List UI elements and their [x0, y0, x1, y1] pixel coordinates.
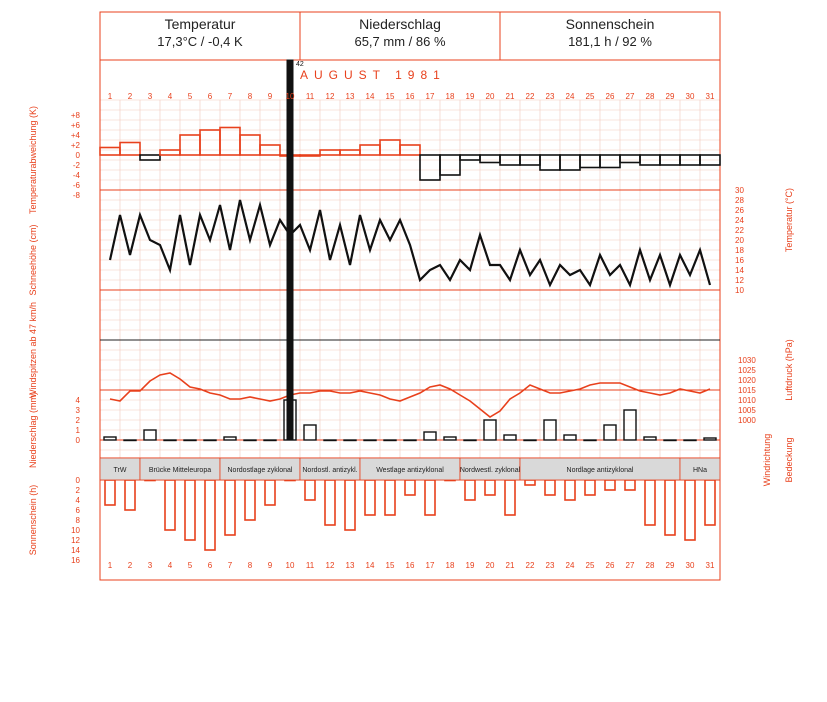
day-label-bottom: 15 — [385, 561, 395, 570]
deviation-bar — [200, 130, 220, 155]
sunshine-bar — [565, 480, 575, 500]
precipitation-bar — [604, 425, 616, 440]
deviation-tick-label: +6 — [70, 121, 80, 130]
day-label-top: 25 — [585, 92, 595, 101]
day-label-top: 28 — [645, 92, 655, 101]
day-label-bottom: 27 — [625, 561, 635, 570]
day-label-top: 13 — [345, 92, 355, 101]
header-value-temperature: 17,3°C / -0,4 K — [157, 34, 243, 49]
day-label-bottom: 20 — [485, 561, 495, 570]
day-label-bottom: 23 — [545, 561, 555, 570]
day-label-bottom: 9 — [267, 561, 273, 570]
sunshine-bar — [485, 480, 495, 495]
sunshine-bar — [665, 480, 675, 535]
temperature-axis-title: Temperatur (°C) — [784, 187, 794, 253]
deviation-bar — [600, 155, 620, 168]
wind-direction-axis-title: Windrichtung — [762, 433, 772, 487]
day-label-top: 10 — [285, 92, 295, 101]
deviation-tick-label: +8 — [70, 111, 80, 120]
day-label-bottom: 16 — [405, 561, 415, 570]
sunshine-bar — [225, 480, 235, 535]
sunshine-bar — [525, 480, 535, 485]
precipitation-bar — [104, 437, 116, 440]
sunshine-bar — [165, 480, 175, 530]
day-label-top: 7 — [227, 92, 233, 101]
precipitation-tick-label: 1 — [75, 426, 80, 435]
sunshine-bar — [405, 480, 415, 495]
day-label-top: 1 — [107, 92, 113, 101]
day-label-bottom: 26 — [605, 561, 615, 570]
pressure-tick-label: 1015 — [738, 386, 756, 395]
precipitation-bar — [144, 430, 156, 440]
precipitation-peak-bar — [287, 60, 293, 440]
precipitation-bar — [304, 425, 316, 440]
cloud-cover-axis-title: Bedeckung — [784, 437, 794, 483]
day-label-top: 5 — [187, 92, 193, 101]
day-label-top: 31 — [705, 92, 715, 101]
precipitation-bar — [444, 437, 456, 440]
pressure-tick-label: 1030 — [738, 356, 756, 365]
precipitation-bar — [644, 437, 656, 440]
sunshine-bar — [205, 480, 215, 550]
deviation-tick-label: -2 — [72, 161, 80, 170]
deviation-bar — [480, 155, 500, 163]
wind-axis-title: Windspitzen ab 47 km/h — [28, 301, 38, 399]
sunshine-bar — [185, 480, 195, 540]
sunshine-bar — [585, 480, 595, 495]
precipitation-bar — [164, 440, 176, 441]
temperature-tick-label: 28 — [735, 196, 744, 205]
temperature-tick-label: 18 — [735, 246, 744, 255]
day-label-top: 11 — [305, 92, 315, 101]
sunshine-bar — [365, 480, 375, 515]
sunshine-bar — [705, 480, 715, 525]
precipitation-bar — [124, 440, 136, 441]
day-label-top: 2 — [127, 92, 133, 101]
content-layer — [100, 60, 720, 550]
day-label-bottom: 5 — [187, 561, 193, 570]
day-label-top: 16 — [405, 92, 415, 101]
precipitation-bar — [264, 440, 276, 441]
day-label-bottom: 25 — [585, 561, 595, 570]
weather-type-label: Nordostlage zyklonal — [227, 467, 293, 474]
deviation-bar — [460, 155, 480, 160]
day-label-bottom: 19 — [465, 561, 475, 570]
temp-deviation-axis-title: Temperaturabweichung (K) — [28, 105, 38, 215]
deviation-bar — [340, 150, 360, 155]
deviation-bar — [620, 155, 640, 163]
day-label-top: 30 — [685, 92, 695, 101]
day-label-bottom: 29 — [665, 561, 675, 570]
day-label-top: 14 — [365, 92, 375, 101]
sunshine-tick-label: 14 — [71, 546, 80, 555]
weather-type-label: Nordostl. antizykl. — [302, 467, 358, 474]
temperature-tick-label: 26 — [735, 206, 744, 215]
day-label-top: 9 — [267, 92, 273, 101]
precipitation-bar — [184, 440, 196, 441]
temperature-tick-label: 10 — [735, 286, 744, 295]
snow-axis-title: Schneehöhe (cm) — [28, 224, 38, 296]
precipitation-peak-label: 42 — [296, 61, 304, 68]
day-label-bottom: 7 — [227, 561, 233, 570]
sunshine-tick-label: 16 — [71, 556, 80, 565]
precipitation-bar — [384, 440, 396, 441]
weather-type-label: Westlage antizyklonal — [376, 467, 444, 474]
deviation-tick-label: -4 — [72, 171, 80, 180]
pressure-axis-title: Luftdruck (hPa) — [784, 339, 794, 401]
precipitation-tick-label: 3 — [75, 406, 80, 415]
deviation-tick-label: -8 — [72, 191, 80, 200]
sunshine-bar — [645, 480, 655, 525]
day-label-top: 6 — [207, 92, 213, 101]
sunshine-bar — [605, 480, 615, 490]
month-label: AUGUST 1981 — [300, 68, 446, 82]
precipitation-bar — [244, 440, 256, 441]
deviation-bar — [100, 148, 120, 156]
precipitation-bar — [364, 440, 376, 441]
precipitation-bar — [204, 440, 216, 441]
sunshine-tick-label: 10 — [71, 526, 80, 535]
precipitation-axis-title: Niederschlag (mm) — [28, 391, 38, 469]
day-label-top: 27 — [625, 92, 635, 101]
sunshine-bar — [305, 480, 315, 500]
sunshine-bar — [125, 480, 135, 510]
day-label-top: 3 — [147, 92, 153, 101]
precipitation-bar — [224, 437, 236, 440]
deviation-tick-label: +4 — [70, 131, 80, 140]
sunshine-tick-label: 8 — [75, 516, 80, 525]
sunshine-bar — [105, 480, 115, 505]
sunshine-axis-title: Sonnenschein (h) — [28, 484, 38, 556]
deviation-tick-label: +2 — [70, 141, 80, 150]
sunshine-bar — [545, 480, 555, 495]
sunshine-tick-label: 0 — [75, 476, 80, 485]
header-value-precipitation: 65,7 mm / 86 % — [354, 34, 446, 49]
deviation-bar — [120, 143, 140, 156]
day-label-bottom: 28 — [645, 561, 655, 570]
temperature-tick-label: 30 — [735, 186, 744, 195]
day-label-bottom: 2 — [127, 561, 133, 570]
precipitation-bar — [524, 440, 536, 441]
sunshine-bar — [465, 480, 475, 500]
day-label-bottom: 17 — [425, 561, 435, 570]
header-title-sunshine: Sonnenschein — [565, 16, 655, 32]
sunshine-bar — [625, 480, 635, 490]
precipitation-tick-label: 2 — [75, 416, 80, 425]
weather-type-label: Nordlage antizyklonal — [566, 467, 634, 474]
day-label-top: 17 — [425, 92, 435, 101]
day-label-bottom: 12 — [325, 561, 335, 570]
deviation-bar — [540, 155, 560, 170]
day-label-top: 15 — [385, 92, 395, 101]
weather-type-label: HNa — [692, 467, 708, 474]
sunshine-tick-label: 2 — [75, 486, 80, 495]
day-label-bottom: 3 — [147, 561, 153, 570]
day-label-top: 18 — [445, 92, 455, 101]
day-label-bottom: 22 — [525, 561, 535, 570]
temperature-tick-label: 14 — [735, 266, 744, 275]
precipitation-bar — [684, 440, 696, 441]
day-label-top: 22 — [525, 92, 535, 101]
day-label-bottom: 6 — [207, 561, 213, 570]
pressure-tick-label: 1025 — [738, 366, 756, 375]
day-label-bottom: 8 — [247, 561, 253, 570]
precipitation-bar — [624, 410, 636, 440]
deviation-bar — [240, 135, 260, 155]
precipitation-bar — [344, 440, 356, 441]
sunshine-bar — [265, 480, 275, 505]
day-label-top: 24 — [565, 92, 575, 101]
deviation-bar — [180, 135, 200, 155]
day-label-bottom: 30 — [685, 561, 695, 570]
temperature-tick-label: 24 — [735, 216, 744, 225]
deviation-bar — [320, 150, 340, 155]
precipitation-bar — [584, 440, 596, 441]
day-label-bottom: 31 — [705, 561, 715, 570]
precipitation-bar — [464, 440, 476, 441]
deviation-bar — [560, 155, 580, 170]
day-label-top: 19 — [465, 92, 475, 101]
day-label-bottom: 13 — [345, 561, 355, 570]
temperature-tick-label: 12 — [735, 276, 744, 285]
deviation-bar — [440, 155, 460, 175]
day-label-bottom: 21 — [505, 561, 515, 570]
temperature-tick-label: 16 — [735, 256, 744, 265]
precipitation-tick-label: 4 — [75, 396, 80, 405]
sunshine-bar — [325, 480, 335, 525]
day-label-bottom: 4 — [167, 561, 173, 570]
deviation-bar — [420, 155, 440, 180]
sunshine-bar — [505, 480, 515, 515]
header-value-sunshine: 181,1 h / 92 % — [568, 34, 652, 49]
day-label-bottom: 24 — [565, 561, 575, 570]
precipitation-bar — [324, 440, 336, 441]
deviation-bar — [380, 140, 400, 155]
header-title-temperature: Temperatur — [164, 16, 236, 32]
sunshine-tick-label: 12 — [71, 536, 80, 545]
precipitation-bar — [504, 435, 516, 440]
day-label-top: 26 — [605, 92, 615, 101]
deviation-bar — [160, 150, 180, 155]
deviation-bar — [220, 128, 240, 156]
sunshine-bar — [385, 480, 395, 515]
day-label-bottom: 18 — [445, 561, 455, 570]
pressure-tick-label: 1010 — [738, 396, 756, 405]
day-label-bottom: 11 — [305, 561, 315, 570]
pressure-tick-label: 1020 — [738, 376, 756, 385]
precipitation-tick-label: 0 — [75, 436, 80, 445]
day-label-top: 4 — [167, 92, 173, 101]
day-label-bottom: 1 — [107, 561, 113, 570]
temperature-tick-label: 22 — [735, 226, 744, 235]
day-label-bottom: 10 — [285, 561, 295, 570]
weather-type-label: Nordwestl. zyklonal — [459, 467, 521, 474]
precipitation-bar — [704, 438, 716, 440]
pressure-tick-label: 1005 — [738, 406, 756, 415]
sunshine-bar — [425, 480, 435, 515]
day-label-top: 8 — [247, 92, 253, 101]
weather-type-label: Brücke Mitteleuropa — [148, 467, 212, 474]
day-label-top: 20 — [485, 92, 495, 101]
precipitation-bar — [564, 435, 576, 440]
deviation-bar — [140, 155, 160, 160]
precipitation-bar — [664, 440, 676, 441]
sunshine-bar — [345, 480, 355, 530]
temperature-tick-label: 20 — [735, 236, 744, 245]
header-title-precipitation: Niederschlag — [359, 16, 441, 32]
precipitation-bar — [424, 432, 436, 440]
day-label-top: 12 — [325, 92, 335, 101]
sunshine-bar — [685, 480, 695, 540]
day-label-top: 23 — [545, 92, 555, 101]
sunshine-bar — [245, 480, 255, 520]
day-label-bottom: 14 — [365, 561, 375, 570]
deviation-bar — [300, 155, 320, 156]
day-label-top: 21 — [505, 92, 515, 101]
precipitation-bar — [404, 440, 416, 441]
deviation-tick-label: -6 — [72, 181, 80, 190]
text-layer — [28, 61, 794, 570]
deviation-bar — [580, 155, 600, 168]
deviation-tick-label: 0 — [75, 151, 80, 160]
day-label-top: 29 — [665, 92, 675, 101]
sunshine-tick-label: 6 — [75, 506, 80, 515]
sunshine-tick-label: 4 — [75, 496, 80, 505]
weather-type-label: TrW — [113, 467, 127, 474]
pressure-tick-label: 1000 — [738, 416, 756, 425]
